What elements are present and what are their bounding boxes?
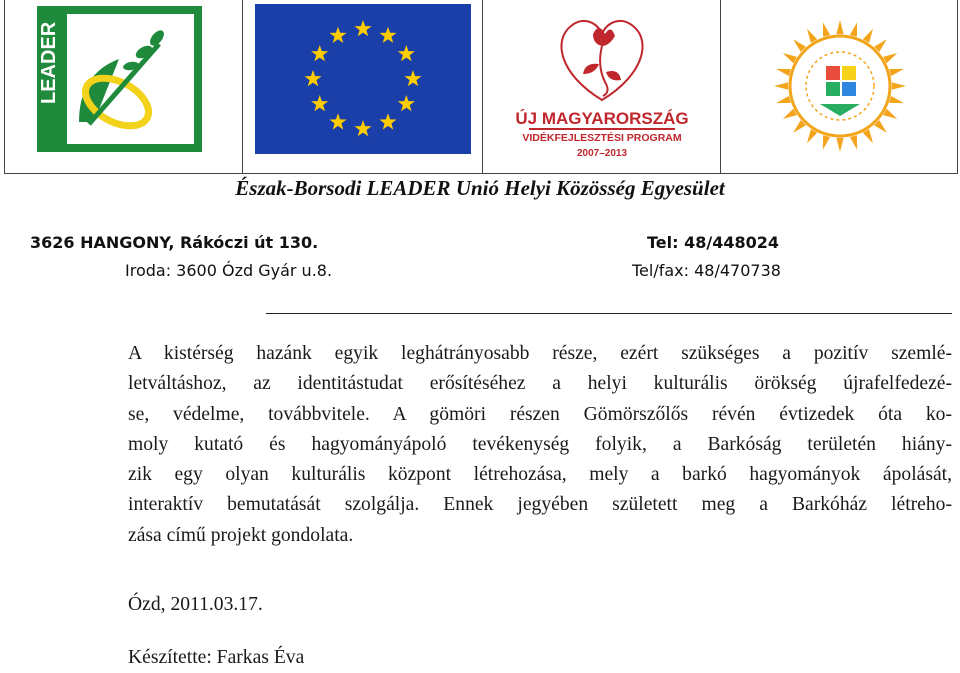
sun-ray xyxy=(892,82,906,89)
sun-ray xyxy=(850,22,857,37)
paragraph-line: interaktív bemutatását szolgálja. Ennek jegyében született meg a Barkóház létreho- xyxy=(128,494,952,516)
association-title: Észak-Borsodi LEADER Unió Helyi Közösség Egyesület xyxy=(235,176,725,200)
address-line: 3626 HANGONY, Rákóczi út 130. xyxy=(30,233,319,252)
umvp-years: 2007–2013 xyxy=(576,148,627,159)
sun-ray xyxy=(776,96,791,103)
sun-ray xyxy=(889,96,904,103)
document-author: Készítette: Farkas Éva xyxy=(128,647,305,668)
sun-ray xyxy=(836,138,843,152)
paragraph-line: moly kutató és hagyományápoló tevékenység folyik, a Barkóság területén hiány- xyxy=(128,433,952,455)
sun-ray xyxy=(774,82,788,89)
sun-badge-icon xyxy=(740,4,940,154)
telephone-line: Tel: 48/448024 xyxy=(647,233,779,252)
sun-ray xyxy=(836,20,843,34)
sun-ray xyxy=(823,22,830,37)
paragraph-line: se, védelme, továbbvitele. A gömöri részen Gömörszőlős révén évtizedek óta ko- xyxy=(128,403,952,425)
paragraph-line: zik egy olyan kulturális központ létrehozása, mely a barkó hagyományok ápolását, xyxy=(128,464,952,486)
umvp-subtitle: VIDÉKFEJLESZTÉSI PROGRAM xyxy=(521,132,682,144)
eszak-borsodi-badge xyxy=(721,0,959,173)
uj-magyarorszag-logo xyxy=(483,0,721,173)
project-description xyxy=(128,339,952,551)
paragraph-line: letváltáshoz, az identitástudat erősítéséhez a helyi kulturális örökség újrafelfedezé- xyxy=(128,373,952,395)
leader-logo-text: LEADER xyxy=(37,21,60,104)
leader-plant-icon xyxy=(19,4,229,154)
paragraph-line: A kistérség hazánk egyik leghátrányosabb része, ezért szükséges a pozitív szemlé- xyxy=(128,343,952,364)
sun-ray xyxy=(850,135,857,150)
telfax-line: Tel/fax: 48/470738 xyxy=(632,261,781,280)
office-address-line: Iroda: 3600 Ózd Gyár u.8. xyxy=(125,261,333,280)
eu-flag-logo xyxy=(243,0,483,173)
logo-strip xyxy=(4,0,958,174)
tulip-heart-icon xyxy=(487,4,717,160)
sun-ray xyxy=(776,69,791,76)
sun-ray xyxy=(823,135,830,150)
paragraph-line: zása című projekt gondolata. xyxy=(128,524,354,546)
leader-logo xyxy=(5,0,243,173)
header-divider xyxy=(266,313,952,314)
sun-ray xyxy=(889,69,904,76)
document-date: Ózd, 2011.03.17. xyxy=(128,594,263,615)
umvp-title: ÚJ MAGYARORSZÁG xyxy=(514,109,689,128)
eu-flag-icon xyxy=(255,4,471,154)
